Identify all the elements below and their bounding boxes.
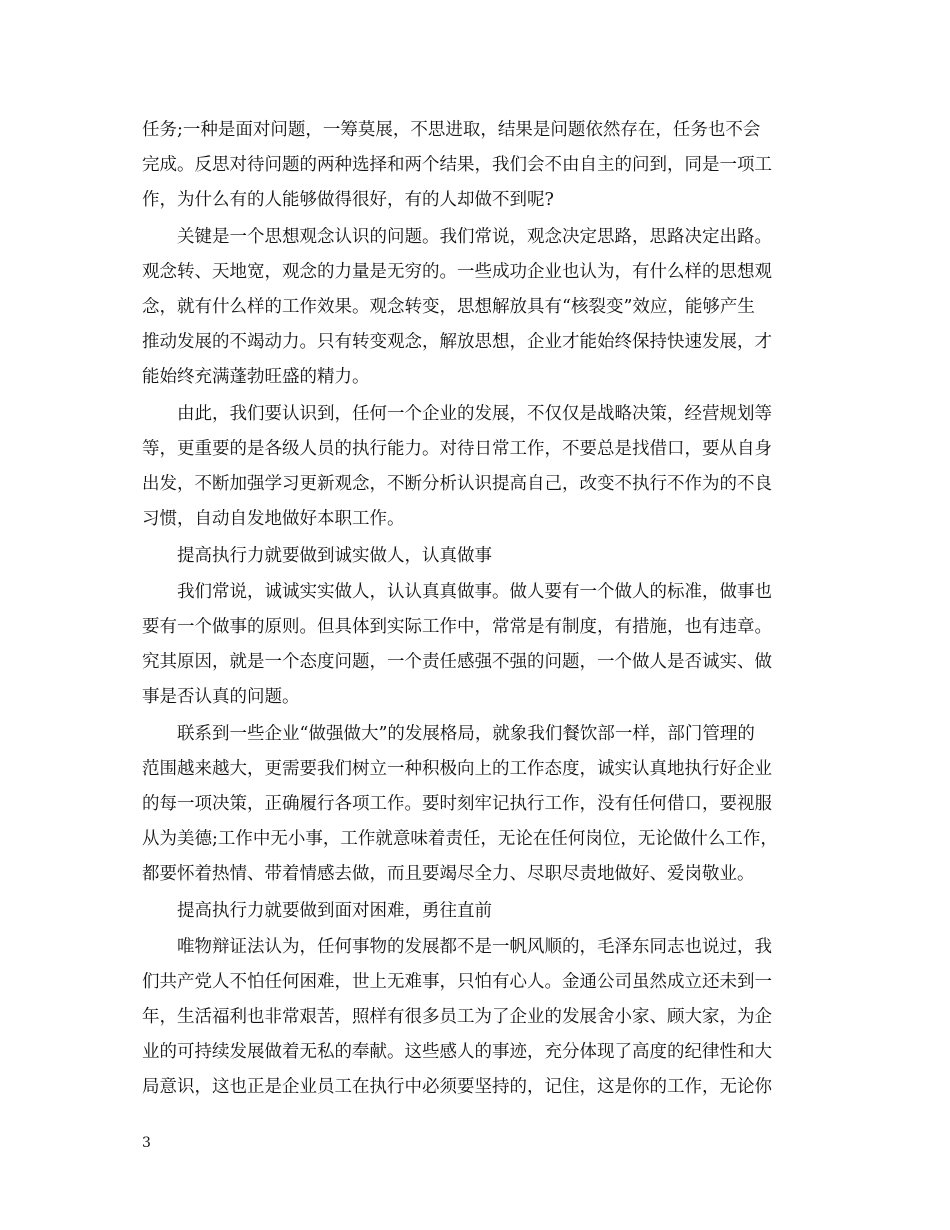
text-line: 范围越来越大，更需要我们树立一种积极向上的工作态度，诚实认真地执行好企业	[142, 759, 772, 779]
text-line: 关键是一个思想观念认识的问题。我们常说，观念决定思路，思路决定出路。	[142, 227, 772, 247]
text-line: 究其原因，就是一个态度问题，一个责任感强不强的问题，一个做人是否诚实、做	[142, 652, 772, 672]
text-line: 从为美德;工作中无小事，工作就意味着责任，无论在任何岗位，无论做什么工作，	[142, 829, 778, 849]
text-line: 能始终充满蓬勃旺盛的精力。	[142, 367, 370, 387]
text-line: 由此，我们要认识到，任何一个企业的发展，不仅仅是战略决策，经营规划等	[142, 404, 772, 424]
text-line: 习惯，自动自发地做好本职工作。	[142, 509, 405, 529]
text-line: 联系到一些企业“做强做大”的发展格局，就象我们餐饮部一样，部门管理的	[142, 724, 755, 744]
text-line: 唯物辩证法认为，任何事物的发展都不是一帆风顺的，毛泽东同志也说过，我	[142, 937, 772, 957]
page-number: 3	[142, 1135, 151, 1151]
text-line: 完成。反思对待问题的两种选择和两个结果，我们会不由自主的问到，同是一项工	[142, 155, 772, 175]
text-line: 都要怀着热情、带着情感去做，而且要竭尽全力、尽职尽责地做好、爱岗敬业。	[142, 864, 755, 884]
text-line: 的每一项决策，正确履行各项工作。要时刻牢记执行工作，没有任何借口，要视服	[142, 794, 772, 814]
text-line: 年，生活福利也非常艰苦，照样有很多员工为了企业的发展舍小家、顾大家，为企	[142, 1007, 772, 1027]
text-line: 任务;一种是面对问题，一筹莫展，不思进取，结果是问题依然存在，任务也不会	[142, 120, 761, 140]
section-heading: 提高执行力就要做到面对困难，勇往直前	[142, 901, 492, 921]
text-line: 事是否认真的问题。	[142, 687, 300, 707]
text-line: 业的可持续发展做着无私的奉献。这些感人的事迹，充分体现了高度的纪律性和大	[142, 1042, 772, 1062]
text-line: 观念转、天地宽，观念的力量是无穷的。一些成功企业也认为，有什么样的思想观	[142, 262, 772, 282]
section-heading: 提高执行力就要做到诚实做人，认真做事	[142, 546, 492, 566]
text-line: 念，就有什么样的工作效果。观念转变，思想解放具有“核裂变”效应，能够产生	[142, 297, 755, 317]
text-line: 作，为什么有的人能够做得很好，有的人却做不到呢?	[142, 190, 554, 210]
text-line: 要有一个做事的原则。但具体到实际工作中，常常是有制度，有措施，也有违章。	[142, 617, 772, 637]
text-line: 推动发展的不竭动力。只有转变观念，解放思想，企业才能始终保持快速发展，才	[142, 332, 772, 352]
text-line: 们共产党人不怕任何困难，世上无难事，只怕有心人。金通公司虽然成立还未到一	[142, 972, 772, 992]
text-line: 局意识，这也正是企业员工在执行中必须要坚持的，记住，这是你的工作，无论你	[142, 1077, 772, 1097]
text-line: 出发，不断加强学习更新观念，不断分析认识提高自己，改变不执行不作为的不良	[142, 474, 772, 494]
text-line: 我们常说，诚诚实实做人，认认真真做事。做人要有一个做人的标准，做事也	[142, 582, 772, 602]
text-line: 等，更重要的是各级人员的执行能力。对待日常工作，不要总是找借口，要从自身	[142, 439, 772, 459]
